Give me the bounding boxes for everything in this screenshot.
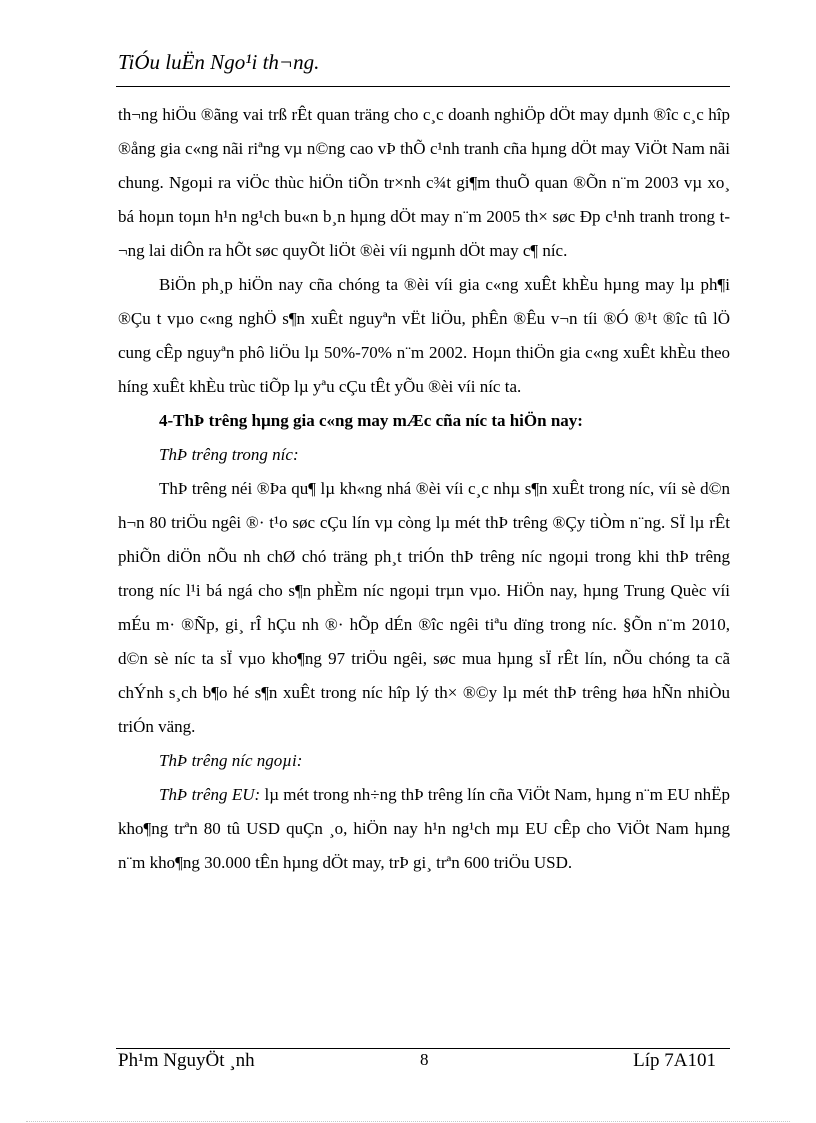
page-header-title: TiÓu luËn Ngo¹i th¬ng.	[118, 50, 320, 74]
eu-lead: ThÞ trêng EU:	[159, 785, 261, 804]
paragraph-domestic: ThÞ trêng néi ®Þa qu¶ lµ kh«ng nhá ®èi víi c¸c nhµ s¶n xuÊt trong níc, víi sè d©n h¬n 80 triÖu ngêi ®· t¹o søc cÇu lín vµ còng lµ mét thÞ trêng ®Çy tiÒm n¨ng. SÏ lµ rÊt phiÕn diÖn nÕu nh chØ chó träng ph¸t triÓn thÞ trêng níc ngoµi trong khi thÞ trêng trong níc l¹i bá ngá cho s¶n phÈm níc ngoµi trµn vµo. HiÖn nay, hµng Trung Quèc víi mÉu m· ®Ñp, gi¸ rÎ hÇu nh ®· hÕp dÉn ®îc ngêi tiªu dïng trong níc. §Õn n¨m 2010, d©n sè níc ta sÏ vµo kho¶ng 97 triÖu ngêi, søc mua hµng sÏ rÊt lín, nÕu chóng ta cã chÝnh s¸ch b¶o hé s¶n xuÊt trong níc hîp lý th× ®©y lµ mét thÞ trêng høa hÑn nhiÒu triÓn väng.	[118, 479, 730, 736]
page-number: 8	[420, 1050, 429, 1069]
subheading-domestic: ThÞ trêng trong níc:	[159, 445, 299, 464]
paragraph-eu	[118, 778, 730, 880]
document-body	[118, 98, 730, 880]
footer-class: Líp 7A101	[633, 1050, 716, 1071]
page-bottom-border	[26, 1121, 790, 1122]
eu-text: lµ mét trong nh÷ng thÞ trêng lín cña ViÖt Nam, hµng n¨m EU nhËp kho¶ng trªn 80 tû USD quÇn ¸o, hiÖn nay h¹n ng¹ch mµ EU cÊp cho ViÖt Nam hµng n¨m kho¶ng 30.000 tÊn hµng dÖt may, trÞ gi¸ trªn 600 triÖu USD.	[118, 785, 731, 872]
subheading-foreign: ThÞ trêng níc ngoµi:	[159, 751, 303, 770]
paragraph-measures: BiÖn ph¸p hiÖn nay cña chóng ta ®èi víi gia c«ng xuÊt khÈu hµng may lµ ph¶i ®Çu t vµo c«ng nghÖ s¶n xuÊt nguyªn vËt liÖu, phÊn ®Êu v¬n tíi ®Ó ®¹t ®îc tû lÖ cung cÊp nguyªn phô liÖu lµ 50%-70% n¨m 2002. Hoµn thiÖn gia c«ng xuÊt khÈu theo híng xuÊt khÈu trùc tiÕp lµ yªu cÇu tÊt yÕu ®èi víi níc ta.	[118, 275, 730, 396]
footer-author: Ph¹m NguyÖt ¸nh	[118, 1050, 255, 1071]
paragraph-intro: th¬ng hiÖu ®ãng vai trß rÊt quan träng cho c¸c doanh nghiÖp dÖt may dµnh ®îc c¸c hîp ®ång gia c«ng nãi riªng vµ n©ng cao vÞ thÕ c¹nh tranh cña hµng dÖt may ViÖt Nam nãi chung. Ngoµi ra viÖc thùc hiÖn tiÕn tr×nh c¾t gi¶m thuÕ quan ®Õn n¨m 2003 vµ xo¸ bá hoµn toµn h¹n ng¹ch bu«n b¸n hµng dÖt may n¨m 2005 th× søc Ðp c¹nh tranh trong t¬ng lai diÔn ra hÕt søc quyÕt liÖt ®èi víi ngµnh dÖt may c¶ níc.	[118, 105, 730, 260]
header-rule	[116, 86, 730, 87]
section-heading: 4-ThÞ trêng hµng gia c«ng may mÆc cña níc ta hiÖn nay:	[159, 411, 583, 430]
footer-rule	[116, 1048, 730, 1049]
